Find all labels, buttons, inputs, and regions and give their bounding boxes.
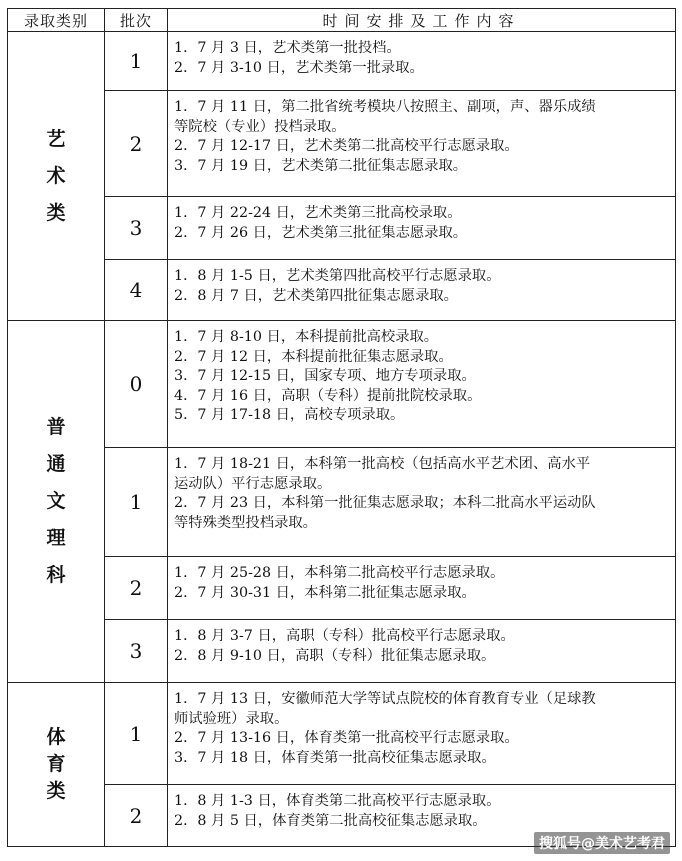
batch-cell: 3 (105, 197, 168, 260)
header-row (8, 9, 676, 32)
batch-cell: 3 (105, 620, 168, 683)
content-cell: 1．7 月 11 日，第二批省统考模块八按照主、副项，声、器乐成绩 等院校（专业）投档录取。 2．7 月 12-17 日，艺术类第二批高校平行志愿录取。 3．7 月 19 日，艺术类第二批征集志愿录取。 (168, 91, 676, 197)
content-cell: 1．7 月 18-21 日，本科第一批高校（包括高水平艺术团、高水平 运动队）平行志愿录取。 2．7 月 23 日，本科第一批征集志愿录取；本科二批高水平运动队 等特殊类型投档录取。 (168, 448, 676, 557)
content-cell: 1．7 月 8-10 日，本科提前批高校录取。 2．7 月 12 日，本科提前批征集志愿录取。 3．7 月 12-15 日，国家专项、地方专项录取。 4．7 月 16 日，高职（专科）提前批院校录取。 5．7 月 17-18 日，高校专项录取。 (168, 321, 676, 448)
batch-cell: 4 (105, 260, 168, 321)
table-row (8, 197, 676, 260)
content-cell: 1．7 月 25-28 日，本科第二批高校平行志愿录取。 2．7 月 30-31 日，本科第二批征集志愿录取。 (168, 557, 676, 620)
table-row (8, 557, 676, 620)
table-row (8, 91, 676, 197)
batch-cell: 1 (105, 448, 168, 557)
category-sports: 体 育 类 (8, 683, 105, 847)
table-row (8, 32, 676, 91)
content-cell: 1．7 月 3 日，艺术类第一批投档。 2．7 月 3-10 日，艺术类第一批录取。 (168, 32, 676, 91)
header-category: 录取类别 (8, 9, 105, 32)
admission-schedule-table (7, 8, 676, 847)
batch-cell: 2 (105, 785, 168, 847)
content-cell: 1．7 月 22-24 日，艺术类第三批高校录取。 2．7 月 26 日，艺术类第三批征集志愿录取。 (168, 197, 676, 260)
category-art: 艺 术 类 (8, 32, 105, 321)
batch-cell: 2 (105, 91, 168, 197)
table-row (8, 620, 676, 683)
batch-cell: 2 (105, 557, 168, 620)
table-row (8, 260, 676, 321)
category-general: 普 通 文 理 科 (8, 321, 105, 683)
watermark: 搜狐号@美术艺考君 (534, 832, 670, 854)
table-row (8, 448, 676, 557)
table-row (8, 683, 676, 785)
table-row (8, 321, 676, 448)
content-cell: 1．8 月 1-3 日，体育类第二批高校平行志愿录取。 2．8 月 5 日，体育类第二批高校征集志愿录取。 (168, 785, 676, 847)
batch-cell: 1 (105, 683, 168, 785)
header-content: 时间安排及工作内容 (168, 9, 676, 32)
header-batch: 批次 (105, 9, 168, 32)
content-cell: 1．7 月 13 日，安徽师范大学等试点院校的体育教育专业（足球教 师试验班）录取。 2．7 月 13-16 日，体育类第一批高校平行志愿录取。 3．7 月 18 日，体育类第一批高校征集志愿录取。 (168, 683, 676, 785)
content-cell: 1．8 月 1-5 日，艺术类第四批高校平行志愿录取。 2．8 月 7 日，艺术类第四批征集志愿录取。 (168, 260, 676, 321)
batch-cell: 1 (105, 32, 168, 91)
batch-cell: 0 (105, 321, 168, 448)
content-cell: 1．8 月 3-7 日，高职（专科）批高校平行志愿录取。 2．8 月 9-10 日，高职（专科）批征集志愿录取。 (168, 620, 676, 683)
